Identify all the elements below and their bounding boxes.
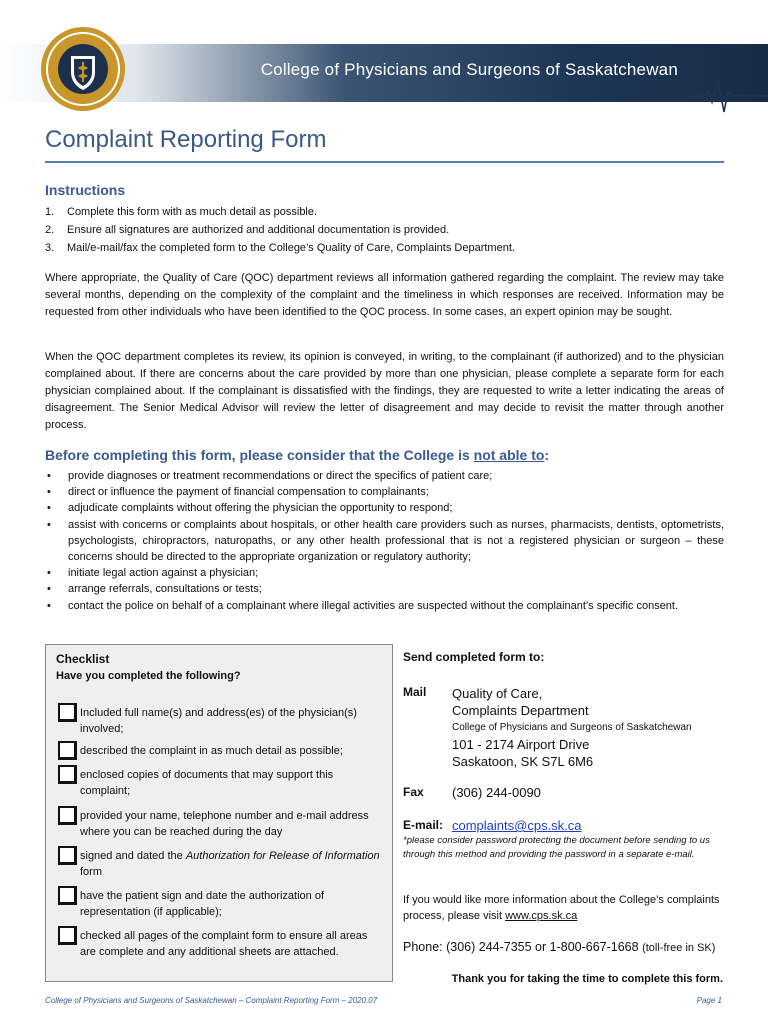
review-process-paragraph: Where appropriate, the Quality of Care (QOC) department reviews all information gathered regarding the complaint. The review may take several months, depending on the complexity of the complaint and the timeliness in which responses are received. Information may be requested from other individuals who have been identified to the QOC process. In some cases, an expert opinion may be sought. xyxy=(45,272,724,318)
checklist-title: Checklist xyxy=(56,652,110,666)
send-to-heading: Send completed form to: xyxy=(403,650,545,664)
checklist-text: checked all pages of the complaint form to ensure all areas are complete and any additional sheets are attached. xyxy=(80,930,368,958)
phone-numbers xyxy=(403,940,715,954)
checklist-item-label xyxy=(80,808,384,840)
checklist-item xyxy=(58,808,384,840)
mail-line: Complaints Department xyxy=(452,703,589,718)
checklist-text: enclosed copies of documents that may support this complaint; xyxy=(80,769,334,797)
thank-you-note: Thank you for taking the time to complete this form. xyxy=(451,973,723,985)
phone-text: Phone: (306) 244-7355 or 1-800-667-1668 xyxy=(403,940,643,954)
footer-document-info: College of Physicians and Surgeons of Saskatchewan – Complaint Reporting Form – 2020.07 xyxy=(45,996,378,1005)
step-text: Complete this form with as much detail as possible. xyxy=(67,206,318,218)
more-info-text xyxy=(403,892,728,924)
limitations-heading-suffix: : xyxy=(544,447,550,463)
step-number: 3. xyxy=(45,242,55,254)
limitations-heading-emphasis: not able to xyxy=(473,447,545,463)
checklist-item-label xyxy=(80,928,384,960)
checkbox[interactable] xyxy=(58,886,77,905)
mail-line: Quality of Care, xyxy=(452,686,543,701)
checkbox[interactable] xyxy=(58,926,77,945)
college-seal-logo xyxy=(40,26,126,112)
limitations-heading xyxy=(45,447,549,463)
checklist-item-label xyxy=(80,767,384,799)
fax-label: Fax xyxy=(403,785,424,799)
checklist-item-label xyxy=(80,705,384,737)
list-item: • assist with concerns or complaints about hospitals, or other health care providers such as nurses, pharmacists, dentists, optometrists, psychologists, chiropractors, naturopaths, or any other health professional that is not a registered physician or surgeon – these concerns should be directed to the appropriate organization or regulatory authority; xyxy=(45,517,724,566)
checkbox[interactable] xyxy=(58,765,77,784)
title-divider xyxy=(45,161,724,163)
list-item xyxy=(45,203,515,221)
step-text: Mail/e-mail/fax the completed form to the College’s Quality of Care, Complaints Department. xyxy=(67,242,515,254)
list-item: • arrange referrals, consultations or tests; xyxy=(45,581,724,597)
checklist-form-name: Authorization for Release of Information xyxy=(185,850,380,862)
checklist-item-label xyxy=(80,848,384,880)
checklist-text: described the complaint in as much detail as possible; xyxy=(80,745,343,757)
checkbox[interactable] xyxy=(58,846,77,865)
checklist-item-label xyxy=(80,743,384,759)
checklist-item xyxy=(58,705,384,737)
mail-city: Saskatoon, SK S7L 6M6 xyxy=(452,754,594,769)
limitations-list xyxy=(45,468,724,614)
limitations-heading-text: Before completing this form, please consider that the College is xyxy=(45,447,474,463)
checklist-subtitle: Have you completed the following? xyxy=(56,670,241,682)
heartbeat-line-icon xyxy=(690,78,768,114)
checklist-item-label xyxy=(80,888,384,920)
list-item: • initiate legal action against a physician; xyxy=(45,565,724,581)
checkbox[interactable] xyxy=(58,806,77,825)
list-item: • adjudicate complaints without offering the physician the opportunity to respond; xyxy=(45,500,724,516)
instructions-heading: Instructions xyxy=(45,182,126,198)
email-label: E-mail: xyxy=(403,818,444,832)
mail-label: Mail xyxy=(403,685,427,699)
checkbox[interactable] xyxy=(58,741,77,760)
mail-organization: College of Physicians and Surgeons of Saskatchewan xyxy=(452,722,692,733)
step-number: 2. xyxy=(45,224,55,236)
checklist-item xyxy=(58,888,384,920)
list-item xyxy=(45,239,515,257)
checklist-text: form xyxy=(80,866,102,878)
fax-number: (306) 244-0090 xyxy=(452,785,541,800)
footer-page-number: Page 1 xyxy=(696,996,722,1005)
toll-free-note: (toll-free in SK) xyxy=(642,942,716,954)
list-item: • contact the police on behalf of a complainant where illegal activities are suspected without the complainant’s specific consent. xyxy=(45,598,724,614)
checklist-item xyxy=(58,767,384,799)
mail-address xyxy=(452,685,692,770)
organization-name: College of Physicians and Surgeons of Saskatchewan xyxy=(260,60,678,79)
email-link[interactable]: complaints@cps.sk.ca xyxy=(452,818,582,833)
list-item: • direct or influence the payment of financial compensation to complainants; xyxy=(45,484,724,500)
checklist-text: signed and dated the xyxy=(80,850,186,862)
more-info-sentence: If you would like more information about the College’s complaints process, please visit xyxy=(403,894,720,922)
checklist-panel xyxy=(45,644,393,982)
checklist-text: have the patient sign and date the authorization of representation (if applicable); xyxy=(80,890,325,918)
list-item xyxy=(45,221,515,239)
checklist-text: Included full name(s) and address(es) of the physician(s) involved; xyxy=(80,707,357,735)
checkbox[interactable] xyxy=(58,703,77,722)
step-number: 1. xyxy=(45,206,55,218)
step-text: Ensure all signatures are authorized and additional documentation is provided. xyxy=(67,224,450,236)
checklist-item xyxy=(58,743,384,759)
instructions-list xyxy=(45,203,515,257)
checklist-text: provided your name, telephone number and e-mail address where you can be reached during the day xyxy=(80,810,369,838)
opinion-paragraph: When the QOC department completes its review, its opinion is conveyed, in writing, to the complainant (if authorized) and to the physician complained about. If there are concerns about the care provided by more than one physician, please complete a separate form for each physician complained about. If the complainant is dissatisfied with the findings, they are requested to write a letter indicating the areas of disagreement. The Senior Medical Advisor will review the letter of disagreement and may decide to revisit the matter through another process. xyxy=(45,351,724,431)
form-title: Complaint Reporting Form xyxy=(45,126,327,153)
checklist-item xyxy=(58,848,384,880)
checklist-item xyxy=(58,928,384,960)
email-note: *please consider password protecting the document before sending to us through this method and providing the password in a separate e-mail. xyxy=(403,835,710,860)
mail-street: 101 - 2174 Airport Drive xyxy=(452,737,590,752)
list-item: • provide diagnoses or treatment recommendations or direct the specifics of patient care; xyxy=(45,468,724,484)
website-link[interactable]: www.cps.sk.ca xyxy=(505,910,578,922)
